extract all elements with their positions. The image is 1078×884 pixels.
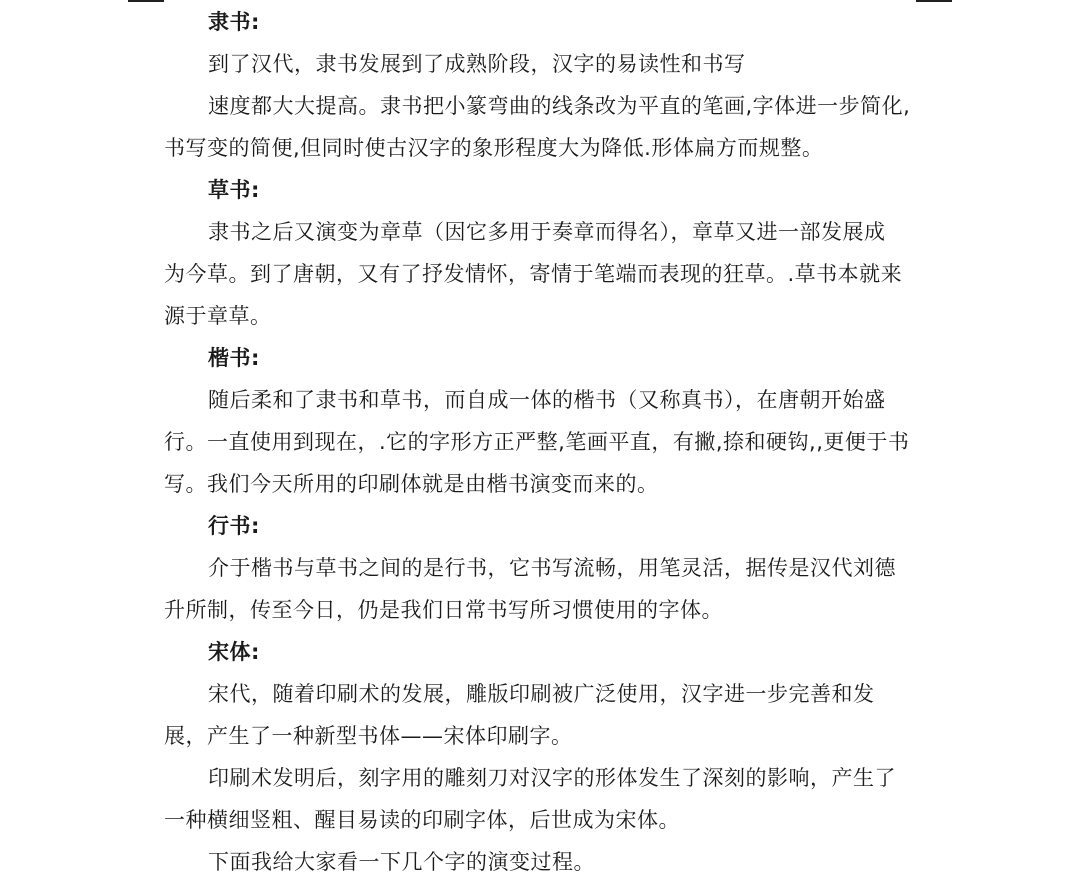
section-heading: 草书:	[208, 178, 260, 202]
text-line: 介于楷书与草书之间的是行书，它书写流畅，用笔灵活，据传是汉代刘德	[208, 556, 896, 580]
text-line: 展，产生了一种新型书体——宋体印刷字。	[164, 724, 573, 748]
text-line: 行。一直使用到现在，.它的字形方正严整,笔画平直，有撇,捺和硬钩,,更便于书	[164, 430, 910, 454]
text-line: 下面我给大家看一下几个字的演变过程。	[208, 850, 595, 874]
section-heading: 隶书:	[208, 10, 260, 34]
text-line: 到了汉代，隶书发展到了成熟阶段，汉字的易读性和书写	[208, 52, 746, 76]
text-line: 书写变的简便,但同时使古汉字的象形程度大为降低.形体扁方而规整。	[164, 136, 824, 160]
text-line: 印刷术发明后，刻字用的雕刻刀对汉字的形体发生了深刻的影响，产生了	[208, 766, 896, 790]
text-line: 随后柔和了隶书和草书，而自成一体的楷书（又称真书），在唐朝开始盛	[208, 388, 886, 412]
text-line: 写。我们今天所用的印刷体就是由楷书演变而来的。	[164, 472, 659, 496]
text-line: 源于章草。	[164, 304, 272, 328]
text-line: 速度都大大提高。隶书把小篆弯曲的线条改为平直的笔画,字体进一步简化,	[208, 94, 911, 118]
section-heading: 宋体:	[208, 640, 260, 664]
document-body	[164, 1, 916, 883]
text-line: 隶书之后又演变为章草（因它多用于奏章而得名），章草又进一部发展成	[208, 220, 886, 244]
text-line: 宋代，随着印刷术的发展，雕版印刷被广泛使用，汉字进一步完善和发	[208, 682, 875, 706]
section-heading: 行书:	[208, 514, 260, 538]
section-heading: 楷书:	[208, 346, 260, 370]
text-line: 一种横细竖粗、醒目易读的印刷字体，后世成为宋体。	[164, 808, 680, 832]
text-line: 升所制，传至今日，仍是我们日常书写所习惯使用的字体。	[164, 598, 723, 622]
text-line: 为今草。到了唐朝，又有了抒发情怀，寄情于笔端而表现的狂草。.草书本就来	[164, 262, 903, 286]
